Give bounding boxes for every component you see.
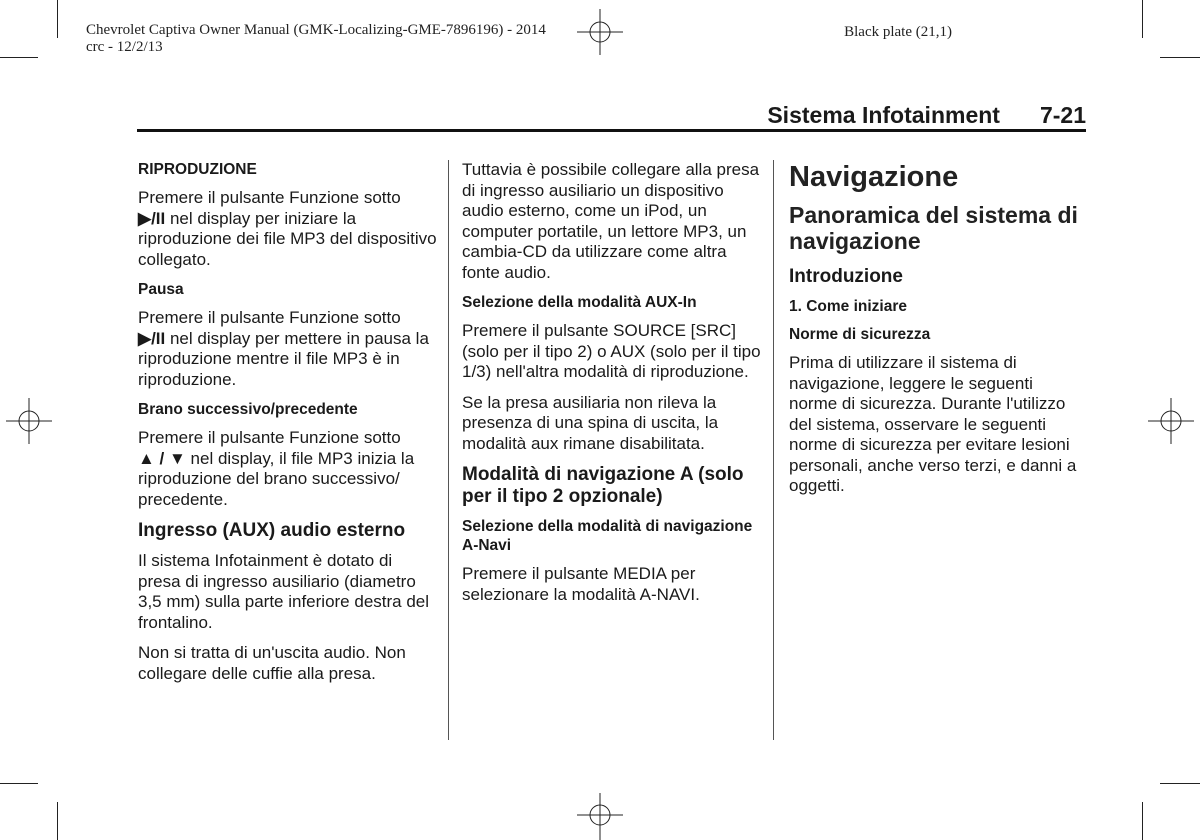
- paragraph: Se la presa ausiliaria non rileva la presenza di una spina di uscita, la modalità aux rimane disabilitata.: [462, 392, 719, 453]
- text-run: nel display, il file MP3 inizia la riproduzione del brano successivo/ precedente.: [138, 448, 415, 509]
- text-run: Premere il pulsante Funzione sotto: [138, 308, 401, 327]
- column-2: [462, 160, 762, 615]
- paragraph: Non si tratta di un'uscita audio. Non collegare delle cuffie alla presa.: [138, 643, 406, 683]
- heading-pausa: Pausa: [138, 281, 184, 298]
- paragraph: Prima di utilizzare il sistema di navigazione, leggere le seguenti norme di sicurezza. Durante l'utilizzo del sistema, osservare le seguenti norme di sicurezza per evitare lesioni personali, anche verso terzi, e danni a oggetti.: [789, 353, 1077, 495]
- section-title: Sistema Infotainment: [767, 102, 1000, 128]
- heading-aux: Ingresso (AUX) audio esterno: [138, 520, 406, 541]
- heading-riproduzione: RIPRODUZIONE: [138, 161, 257, 178]
- paragraph: Il sistema Infotainment è dotato di presa di ingresso ausiliario (diametro 3,5 mm) sulla parte inferiore destra del frontalino.: [138, 551, 430, 632]
- registration-mark-icon: [1146, 396, 1196, 446]
- trim-mark: [57, 802, 58, 840]
- trim-mark: [1142, 802, 1143, 840]
- heading-aux-in: Selezione della modalità AUX-In: [462, 294, 697, 311]
- trim-mark: [0, 57, 38, 58]
- trim-mark: [57, 0, 58, 38]
- page-header: [767, 100, 1086, 130]
- trim-mark: [0, 783, 38, 784]
- paragraph: [138, 428, 438, 510]
- heading-brano: Brano successivo/precedente: [138, 401, 358, 418]
- heading-come-iniziare: 1. Come iniziare: [789, 298, 908, 315]
- text-run: Premere il pulsante Funzione sotto: [138, 428, 401, 447]
- print-header-date: crc - 12/2/13: [86, 39, 163, 55]
- heading-navigazione-a: Modalità di navigazione A (solo per il tipo 2 opzionale): [462, 464, 744, 507]
- header-rule: [137, 129, 1086, 132]
- text-run: nel display per mettere in pausa la riproduzione mentre il file MP3 è in riproduzione.: [138, 328, 429, 389]
- registration-mark-icon: [575, 793, 625, 840]
- paragraph: Premere il pulsante SOURCE [SRC] (solo per il tipo 2) o AUX (solo per il tipo 1/3) nell'altra modalità di riproduzione.: [462, 321, 761, 381]
- column-3: [789, 160, 1079, 507]
- paragraph: Premere il pulsante MEDIA per selezionare la modalità A-NAVI.: [462, 564, 700, 604]
- column-1: [138, 160, 438, 694]
- registration-mark-icon: [575, 7, 625, 57]
- paragraph: [138, 308, 438, 390]
- paragraph: [138, 188, 438, 270]
- registration-mark-icon: [4, 396, 54, 446]
- play-pause-icon: ▶/II: [138, 208, 166, 228]
- chapter-title: Navigazione: [789, 161, 959, 193]
- page-number: 7-21: [1039, 102, 1086, 128]
- print-header-plate: Black plate (21,1): [844, 24, 952, 40]
- trim-mark: [1160, 57, 1200, 58]
- section-heading: Panoramica del sistema di navigazione: [789, 202, 1078, 254]
- print-header-left: [86, 22, 546, 56]
- column-divider: [448, 160, 449, 740]
- text-run: Premere il pulsante Funzione sotto: [138, 188, 401, 207]
- column-divider: [773, 160, 774, 740]
- play-pause-icon: ▶/II: [138, 328, 166, 348]
- text-run: nel display per iniziare la riproduzione dei file MP3 del dispositivo collegato.: [138, 208, 437, 269]
- heading-a-navi: Selezione della modalità di navigazione A-Navi: [462, 518, 753, 554]
- paragraph: Tuttavia è possibile collegare alla presa di ingresso ausiliario un dispositivo audio esterno, come un iPod, un computer portatile, un lettore MP3, un cambia-CD da utilizzare come altra fonte audio.: [462, 160, 760, 282]
- up-down-arrow-icon: ▲ / ▼: [138, 448, 186, 468]
- heading-norme: Norme di sicurezza: [789, 326, 931, 343]
- print-header-title: Chevrolet Captiva Owner Manual (GMK-Localizing-GME-7896196) - 2014: [86, 22, 546, 38]
- heading-introduzione: Introduzione: [789, 266, 903, 287]
- trim-mark: [1142, 0, 1143, 38]
- trim-mark: [1160, 783, 1200, 784]
